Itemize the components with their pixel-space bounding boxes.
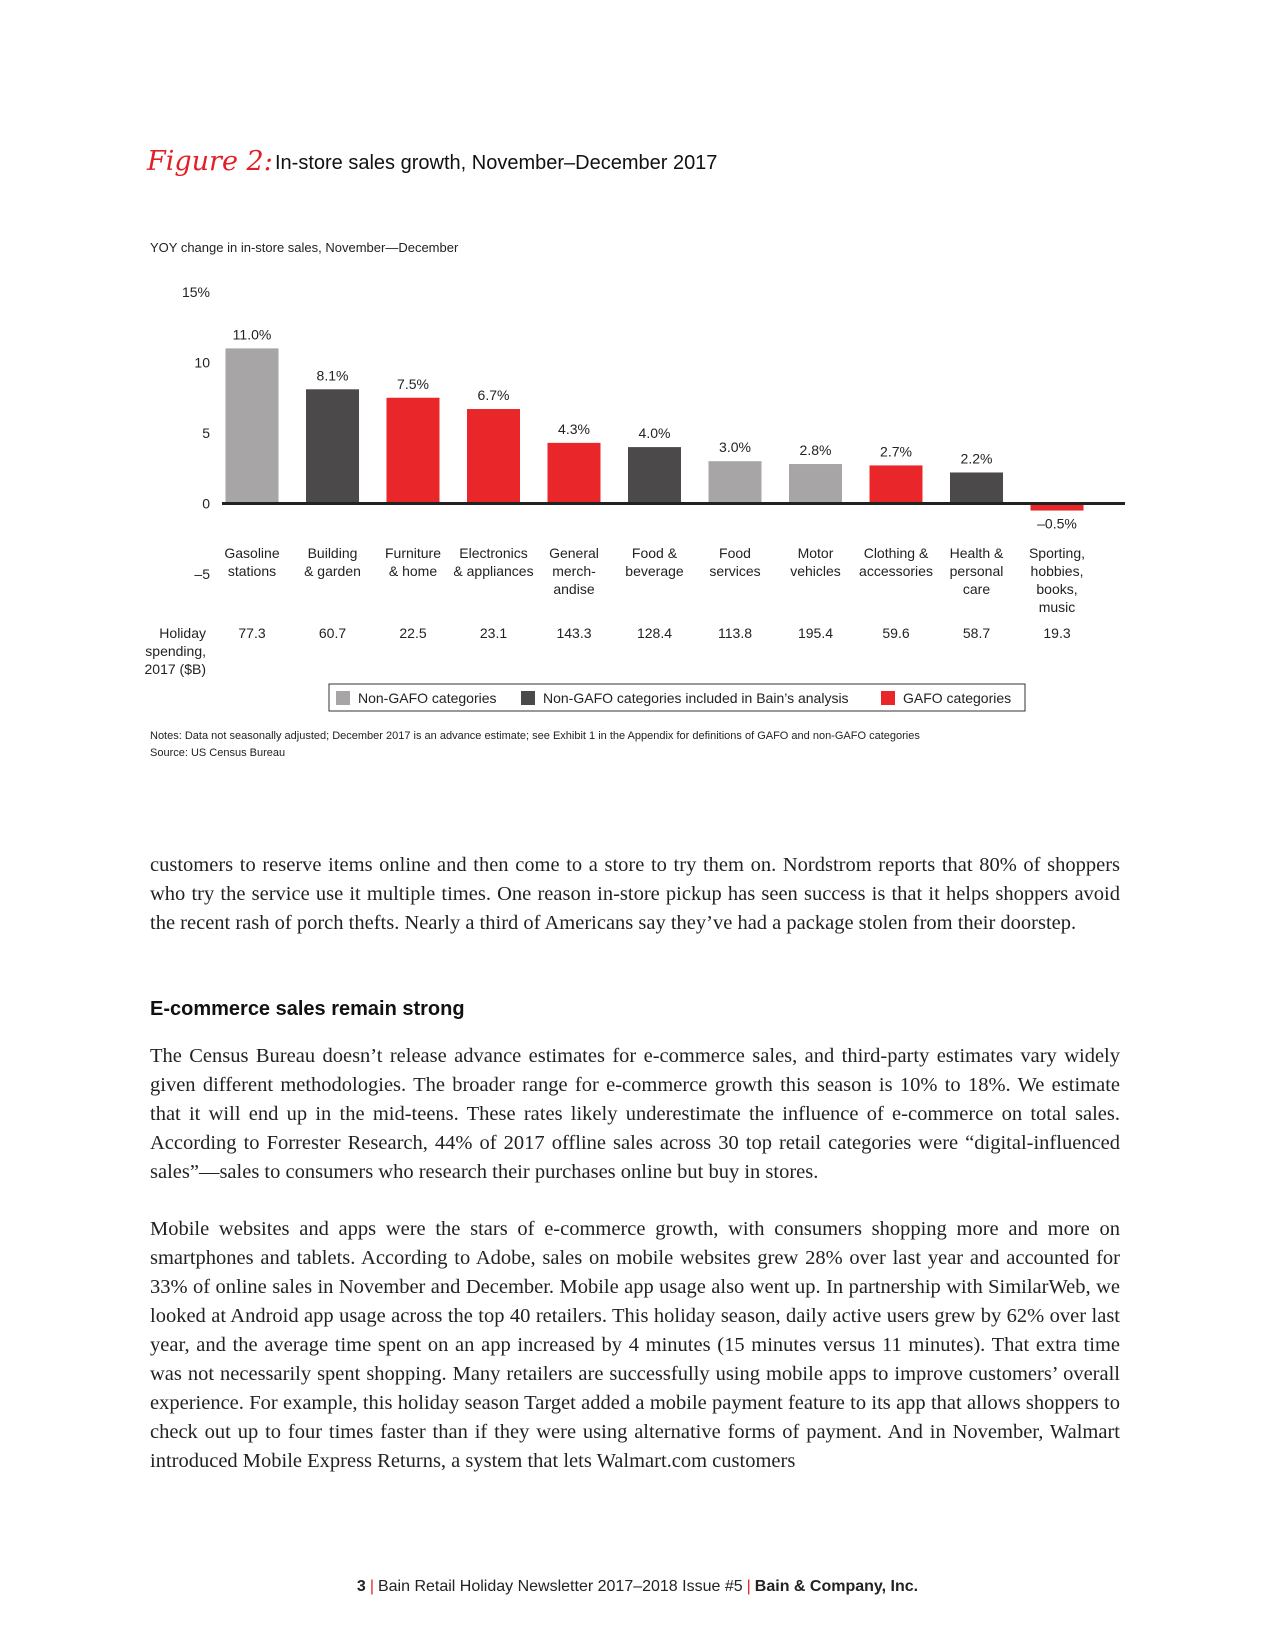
category-label: Clothing & accessories [859, 545, 933, 579]
figure-label: Figure 2: [147, 146, 273, 177]
legend-label: GAFO categories [903, 690, 1012, 706]
y-tick-label: 15% [181, 284, 210, 300]
category-label: Food services [709, 545, 761, 579]
category-label: Health & personal care [949, 545, 1004, 597]
spending-value: 77.3 [238, 625, 266, 641]
bar-value-label: 4.0% [638, 425, 671, 442]
legend-swatch [881, 691, 895, 705]
bar [467, 409, 520, 503]
bar [628, 447, 681, 503]
bar-value-label: 11.0% [232, 326, 272, 343]
category-label: Motor vehicles [790, 545, 841, 579]
bar-value-label: 6.7% [477, 387, 510, 404]
category-label: Furniture & home [384, 545, 442, 579]
bar-value-label: –0.5% [1037, 515, 1077, 532]
chart-notes: Notes: Data not seasonally adjusted; December 2017 is an advance estimate; see Exhibit 1 in the Appendix for definitions of GAFO and non-GAFO categories [150, 730, 920, 742]
bar-value-label: 2.7% [880, 443, 912, 460]
category-label: Sporting, hobbies, books, music [1028, 545, 1086, 615]
legend-label: Non-GAFO categories [358, 690, 497, 706]
spending-value: 60.7 [318, 625, 347, 641]
spending-value: 59.6 [882, 625, 910, 641]
paragraph-1: customers to reserve items online and then come to a store to try them on. Nordstrom reports that 80% of shoppers who try the service use it multiple times. One reason in-store pickup has seen success is that it helps shoppers avoid the recent rash of porch thefts. Nearly a third of Americans say they’ve had a package stolen from their doorstep. [150, 854, 1120, 934]
publication-name: Bain Retail Holiday Newsletter 2017–2018 Issue #5 [377, 1578, 743, 1595]
legend-label: Non-GAFO categories included in Bain’s analysis [543, 690, 849, 706]
spending-value: 22.5 [399, 625, 427, 641]
y-tick-label: –5 [194, 566, 210, 582]
bar [950, 472, 1003, 503]
figure-title: In-store sales growth, November–December 2017 [275, 152, 718, 174]
spending-value: 58.7 [962, 625, 991, 641]
page-footer: 3 | Bain Retail Holiday Newsletter 2017–2018 Issue #5 | Bain & Company, Inc. [356, 1578, 919, 1595]
legend-swatch [336, 691, 350, 705]
spending-value: 19.3 [1043, 625, 1071, 641]
spending-value: 143.3 [556, 625, 592, 641]
paragraph-2: The Census Bureau doesn’t release advance estimates for e-commerce sales, and third-party estimates vary widely given different methodologies. The broader range for e-commerce growth this season is 10% to 18%. We estimate that it will end up in the mid-teens. These rates likely underestimate the influence of e-commerce on total sales. According to Forrester Research, 44% of 2017 offline sales across 30 top retail categories were “digital-influenced sales”—sales to consumers who research their purchases online but buy in stores. [150, 1045, 1120, 1183]
spending-value: 195.4 [797, 625, 834, 641]
bar [789, 464, 842, 503]
legend-swatch [521, 691, 535, 705]
spending-value: 23.1 [479, 625, 508, 641]
spending-row-label: Holiday spending, 2017 ($B) [144, 625, 206, 677]
category-label: Food & beverage [625, 545, 684, 579]
bar-value-label: 2.8% [799, 442, 832, 459]
bar-value-label: 2.2% [960, 450, 993, 467]
bar-value-label: 3.0% [719, 439, 751, 456]
section-heading: E-commerce sales remain strong [150, 998, 465, 1020]
bar [226, 348, 279, 503]
y-tick-label: 5 [202, 425, 210, 441]
bar-chart [0, 230, 1275, 760]
bar-value-label: 7.5% [397, 375, 429, 392]
bar [306, 389, 359, 503]
paragraph-3: Mobile websites and apps were the stars of e-commerce growth, with consumers shopping more and more on smartphones and tablets. According to Adobe, sales on mobile websites grew 28% over last year and accounted for 33% of online sales in November and December. Mobile app usage also went up. In partnership with SimilarWeb, we looked at Android app usage across the top 40 retailers. This holiday season, daily active users grew by 62% over last year, and the average time spent on an app increased by 4 minutes (15 minutes versus 11 minutes). That extra time was not necessarily spent shopping. Many retailers are successfully using mobile apps to improve customers’ overall experience. For example, this holiday season Target added a mobile payment feature to its app that allows shoppers to check out up to four times faster than if they were using alternative forms of payment. And in November, Walmart introduced Mobile Express Returns, a system that lets Walmart.com customers [150, 1218, 1120, 1472]
y-tick-label: 0 [202, 495, 210, 512]
bar-value-label: 8.1% [316, 367, 349, 384]
category-label: Electronics & appliances [453, 545, 534, 579]
bar [387, 398, 440, 504]
category-label: Gasoline stations [224, 545, 280, 579]
bar [870, 465, 923, 503]
y-axis-title: YOY change in in-store sales, November—December [150, 240, 459, 255]
spending-value: 113.8 [718, 625, 752, 641]
chart-source: Source: US Census Bureau [150, 747, 286, 759]
category-label: General merch-andise [549, 545, 599, 597]
bar [709, 461, 762, 503]
y-tick-label: 10 [194, 354, 210, 371]
category-label: Building & garden [304, 545, 361, 579]
spending-value: 128.4 [636, 625, 673, 641]
company-name: Bain & Company, Inc. [754, 1578, 919, 1595]
bar-value-label: 4.3% [558, 420, 590, 437]
page-number: 3 [356, 1578, 366, 1595]
bar [548, 443, 601, 504]
